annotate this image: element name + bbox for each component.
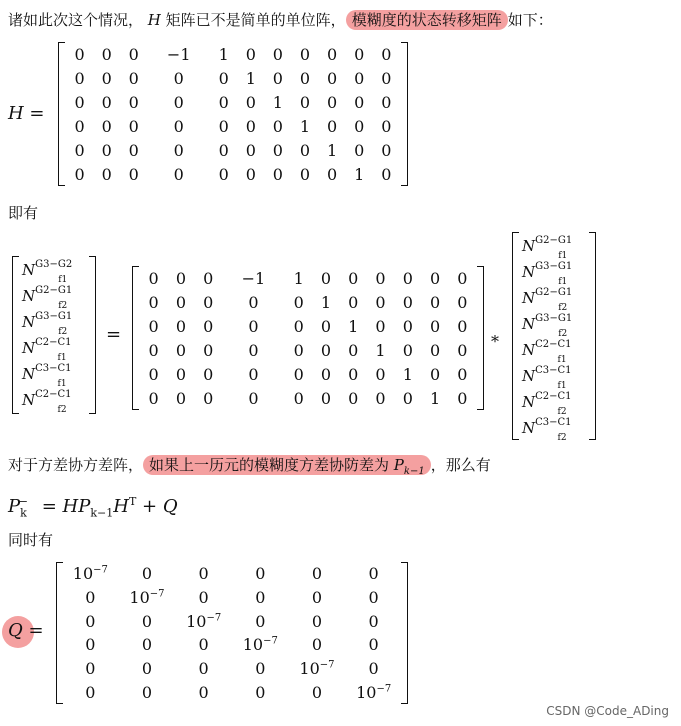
Q-matrix-cell: 0 [85, 611, 96, 631]
H-matrix-cell: 1 [245, 68, 256, 88]
H-matrix-cell: 0 [245, 140, 256, 160]
H-matrix-cell: 0 [218, 140, 229, 160]
Q-matrix-cell: 0 [368, 587, 379, 607]
Q-matrix-cell: $10^{-7}$ [129, 587, 165, 607]
H-matrix-cell: 0 [173, 140, 184, 160]
jiyou-text: 即有 [8, 204, 39, 222]
H-matrix-cell: 0 [327, 68, 338, 88]
Q-matrix-cell: 0 [141, 658, 153, 678]
H-matrix-row [66, 66, 400, 90]
H-matrix-cell: 0 [173, 116, 184, 136]
H-matrix-cell: 0 [74, 68, 85, 88]
H-matrix-cell: 0 [381, 140, 392, 160]
Q-matrix-cell: 0 [85, 682, 96, 702]
H-matrix-cell: 1 [354, 164, 365, 184]
cov-highlight: 如果上一历元的模糊度方差协防差为 $P_{k-1}$ [143, 455, 431, 475]
H-matrix-cell: 0 [245, 116, 256, 136]
H-matrix-cell: 0 [101, 92, 112, 112]
H-matrix-cell: 0 [354, 68, 365, 88]
rhs-vector-entry: $N^{G2-G1}_{f1}$ [522, 235, 573, 261]
H-matrix-row [66, 114, 400, 138]
transition-cell: 0 [320, 388, 332, 408]
Q-matrix-cell: 0 [198, 587, 209, 607]
transition-row [140, 266, 476, 290]
Q-matrix-cell: $10^{-7}$ [299, 658, 335, 678]
transition-cell: 0 [402, 316, 413, 336]
transition-row [140, 290, 476, 314]
H-matrix-cell: 0 [299, 44, 311, 64]
transition-cell: 0 [293, 340, 304, 360]
H-matrix-cell: 0 [128, 68, 139, 88]
H-matrix-cell: 1 [299, 116, 311, 136]
intro-before: 诸如此次这个情况， [8, 11, 144, 29]
transition-cell: 0 [203, 364, 214, 384]
transition-cell: 0 [148, 268, 159, 288]
transition-cell: 0 [457, 268, 468, 288]
H-matrix-cell: 0 [272, 44, 283, 64]
tongshi-text: 同时有 [8, 531, 54, 549]
H-matrix-cell: 0 [101, 44, 112, 64]
H-matrix-cell: 0 [128, 116, 139, 136]
lhs-vector-entry: $N^{C3-C1}_{f1}$ [22, 363, 72, 389]
intro-after: 如下： [507, 11, 553, 29]
transition-row [140, 314, 476, 338]
transition-cell: 0 [148, 388, 159, 408]
H-matrix-cell: −1 [166, 44, 191, 64]
H-matrix-cell: 0 [272, 68, 283, 88]
lhs-vector-entry: $N^{C2-C1}_{f1}$ [22, 337, 72, 363]
transition-cell: 0 [148, 292, 159, 312]
Q-matrix-cell: 0 [368, 658, 379, 678]
transition-cell: 0 [429, 268, 441, 288]
multiply-star: * [491, 332, 499, 351]
Q-matrix-cell: 0 [85, 587, 96, 607]
Q-matrix-cell: 0 [198, 682, 209, 702]
transition-cell: 0 [175, 268, 187, 288]
h-label: H = [8, 103, 45, 124]
q-matrix [56, 562, 408, 704]
H-matrix-cell: 0 [101, 68, 112, 88]
lhs-vector-entry: $N^{C2-C1}_{f2}$ [22, 389, 72, 415]
transition-matrix-table [140, 266, 476, 410]
transition-cell: 0 [320, 316, 332, 336]
H-matrix-cell: 0 [381, 116, 392, 136]
transition-cell: 0 [457, 388, 468, 408]
Q-matrix-cell: 0 [85, 635, 96, 655]
transition-row [140, 338, 476, 362]
H-matrix-cell: 0 [327, 116, 338, 136]
transition-cell: 0 [375, 292, 386, 312]
transition-cell: 0 [175, 364, 187, 384]
transition-cell: 0 [248, 340, 259, 360]
H-matrix-cell: 0 [272, 164, 283, 184]
Q-matrix-row [62, 609, 402, 633]
H-matrix-cell: 0 [381, 92, 392, 112]
Q-matrix-cell: 0 [255, 564, 266, 584]
rhs-vector-entry: $N^{C3-C1}_{f2}$ [522, 417, 572, 443]
rhs-vector-entry: $N^{C2-C1}_{f2}$ [522, 391, 572, 417]
H-matrix-cell: 0 [354, 44, 365, 64]
H-matrix-cell: 0 [128, 92, 139, 112]
Q-matrix-cell: 0 [311, 587, 323, 607]
Q-matrix-cell: 0 [311, 611, 323, 631]
cov-line [8, 455, 491, 482]
transition-cell: 0 [175, 340, 187, 360]
transition-cell: 0 [402, 268, 413, 288]
Q-matrix-row [62, 680, 402, 704]
H-matrix-cell: 0 [173, 68, 184, 88]
H-matrix-cell: 0 [381, 44, 392, 64]
Q-matrix-cell: 0 [141, 564, 153, 584]
transition-cell: 0 [429, 292, 441, 312]
H-matrix-cell: 0 [173, 164, 184, 184]
transition-cell: 0 [375, 268, 386, 288]
H-matrix-cell: 0 [245, 44, 256, 64]
equals-sign: = [106, 324, 122, 345]
transition-cell: 0 [375, 388, 386, 408]
H-matrix-cell: 0 [74, 116, 85, 136]
H-matrix-cell: 1 [327, 140, 338, 160]
H-matrix-cell: 0 [354, 92, 365, 112]
H-matrix-cell: 0 [272, 116, 283, 136]
Q-matrix-cell: 0 [85, 658, 96, 678]
transition-cell: 0 [293, 388, 304, 408]
transition-cell: 0 [203, 292, 214, 312]
transition-row [140, 362, 476, 386]
Q-matrix-row [62, 633, 402, 657]
Q-matrix-cell: 0 [255, 658, 266, 678]
transition-cell: 0 [248, 316, 259, 336]
Q-matrix-row [62, 562, 402, 586]
H-matrix-cell: 0 [327, 164, 338, 184]
transition-cell: 0 [320, 268, 332, 288]
q-matrix-table [62, 562, 402, 704]
transition-cell: 0 [429, 316, 441, 336]
transition-cell: 0 [457, 316, 468, 336]
transition-cell: 0 [457, 292, 468, 312]
Q-matrix-cell: $10^{-7}$ [242, 635, 278, 655]
transition-cell: 0 [293, 316, 304, 336]
H-matrix-cell: 0 [218, 116, 229, 136]
H-matrix-cell: 0 [327, 44, 338, 64]
transition-cell: 0 [320, 364, 332, 384]
rhs-vector-entry: $N^{G2-G1}_{f2}$ [522, 287, 573, 313]
transition-cell: 1 [320, 292, 332, 312]
transition-cell: 0 [293, 292, 304, 312]
Q-matrix-cell: 0 [368, 635, 379, 655]
transition-cell: 0 [457, 340, 468, 360]
H-matrix-cell: 0 [354, 140, 365, 160]
q-label: Q = [8, 620, 44, 641]
H-matrix-cell: 0 [327, 92, 338, 112]
transition-cell: 1 [429, 388, 441, 408]
transition-cell: 0 [429, 364, 441, 384]
H-matrix-cell: 0 [74, 164, 85, 184]
lhs-vector-entry: $N^{G3-G1}_{f2}$ [22, 311, 73, 337]
H-matrix-row [66, 138, 400, 162]
transition-cell: 0 [402, 388, 413, 408]
transition-cell: 0 [457, 364, 468, 384]
Q-matrix-cell: 0 [198, 635, 209, 655]
transition-row [140, 386, 476, 410]
rhs-vector-entry: $N^{G3-G1}_{f2}$ [522, 313, 573, 339]
H-matrix-cell: 0 [299, 140, 311, 160]
transition-matrix [132, 266, 484, 410]
Q-matrix-cell: 0 [198, 564, 209, 584]
H-matrix-cell: 0 [74, 44, 85, 64]
rhs-vector [512, 232, 596, 443]
Q-matrix-cell: 0 [368, 611, 379, 631]
transition-cell: 0 [248, 364, 259, 384]
transition-cell: 0 [148, 364, 159, 384]
Q-matrix-cell: 0 [311, 564, 323, 584]
transition-cell: 0 [203, 268, 214, 288]
transition-cell: 1 [293, 268, 304, 288]
transition-cell: 0 [348, 268, 359, 288]
h-matrix [58, 42, 408, 186]
H-matrix-cell: 0 [299, 164, 311, 184]
H-matrix-cell: 0 [74, 92, 85, 112]
transition-cell: 0 [429, 340, 441, 360]
Q-matrix-cell: 0 [198, 658, 209, 678]
Q-matrix-cell: 0 [368, 564, 379, 584]
rhs-vector-entry: $N^{C3-C1}_{f1}$ [522, 365, 572, 391]
lhs-vector-entry: $N^{G2-G1}_{f2}$ [22, 285, 73, 311]
cov-after: ，那么有 [430, 456, 491, 474]
H-matrix-cell: 0 [218, 68, 229, 88]
H-matrix-cell: 1 [272, 92, 283, 112]
transition-cell: 1 [375, 340, 386, 360]
transition-cell: 0 [348, 340, 359, 360]
transition-cell: 0 [402, 292, 413, 312]
transition-cell: 0 [348, 364, 359, 384]
Q-matrix-cell: 0 [255, 587, 266, 607]
transition-cell: 0 [248, 388, 259, 408]
transition-cell: 0 [148, 340, 159, 360]
transition-cell: 0 [348, 388, 359, 408]
H-matrix-cell: 0 [218, 92, 229, 112]
rhs-vector-entry: $N^{C2-C1}_{f1}$ [522, 339, 572, 365]
H-matrix-cell: 0 [218, 164, 229, 184]
cov-before: 对于方差协方差阵， [8, 456, 144, 474]
transition-cell: 0 [203, 388, 214, 408]
H-matrix-cell: 0 [74, 140, 85, 160]
lhs-vector [12, 256, 96, 414]
intro-line [8, 10, 553, 30]
lhs-vector-entry: $N^{G3-G2}_{f1}$ [22, 259, 73, 285]
H-matrix-cell: 0 [272, 140, 283, 160]
Q-matrix-cell: 0 [311, 635, 323, 655]
pk-formula: $P_k^- = HP_{k-1}H^T + Q$ [8, 495, 178, 520]
H-matrix-cell: 0 [101, 116, 112, 136]
Q-matrix-cell: $10^{-7}$ [186, 611, 222, 631]
H-matrix-cell: 0 [173, 92, 184, 112]
Q-matrix-cell: 0 [141, 611, 153, 631]
Q-matrix-row [62, 657, 402, 681]
H-matrix-cell: 0 [128, 140, 139, 160]
H-matrix-row [66, 90, 400, 114]
H-matrix-cell: 0 [128, 164, 139, 184]
Q-matrix-cell: $10^{-7}$ [72, 564, 108, 584]
Q-matrix-cell: 0 [141, 635, 153, 655]
h-matrix-table [66, 42, 400, 186]
H-matrix-cell: 0 [245, 164, 256, 184]
H-matrix-cell: 0 [354, 116, 365, 136]
H-matrix-row [66, 162, 400, 186]
Q-matrix-cell: 0 [311, 682, 323, 702]
H-matrix-cell: 0 [299, 68, 311, 88]
transition-cell: 0 [348, 292, 359, 312]
H-matrix-cell: 0 [101, 140, 112, 160]
transition-cell: 1 [348, 316, 359, 336]
transition-cell: 0 [402, 340, 413, 360]
transition-cell: 0 [375, 316, 386, 336]
watermark: CSDN @Code_ADing [546, 704, 669, 718]
intro-mid: 矩阵已不是简单的单位阵， [165, 11, 346, 29]
H-matrix-cell: 0 [299, 92, 311, 112]
transition-cell: 0 [203, 316, 214, 336]
H-matrix-cell: 0 [101, 164, 112, 184]
intro-highlight: 模糊度的状态转移矩阵 [346, 10, 508, 30]
rhs-vector-entry: $N^{G3-G1}_{f1}$ [522, 261, 573, 287]
H-matrix-cell: 0 [381, 164, 392, 184]
transition-cell: −1 [241, 268, 266, 288]
Q-matrix-row [62, 586, 402, 610]
H-matrix-cell: 1 [218, 44, 229, 64]
transition-cell: 0 [148, 316, 159, 336]
Q-matrix-cell: 0 [141, 682, 153, 702]
transition-cell: 0 [320, 340, 332, 360]
transition-cell: 0 [375, 364, 386, 384]
transition-cell: 0 [203, 340, 214, 360]
H-matrix-cell: 0 [128, 44, 139, 64]
transition-cell: 0 [175, 388, 187, 408]
H-matrix-cell: 0 [381, 68, 392, 88]
transition-cell: 0 [293, 364, 304, 384]
transition-cell: 1 [402, 364, 413, 384]
transition-cell: 0 [175, 316, 187, 336]
transition-cell: 0 [248, 292, 259, 312]
Q-matrix-cell: 0 [255, 611, 266, 631]
H-matrix-row [66, 42, 400, 66]
transition-cell: 0 [175, 292, 187, 312]
intro-var-h: H [147, 11, 161, 29]
Q-matrix-cell: $10^{-7}$ [356, 682, 392, 702]
Q-matrix-cell: 0 [255, 682, 266, 702]
H-matrix-cell: 0 [245, 92, 256, 112]
